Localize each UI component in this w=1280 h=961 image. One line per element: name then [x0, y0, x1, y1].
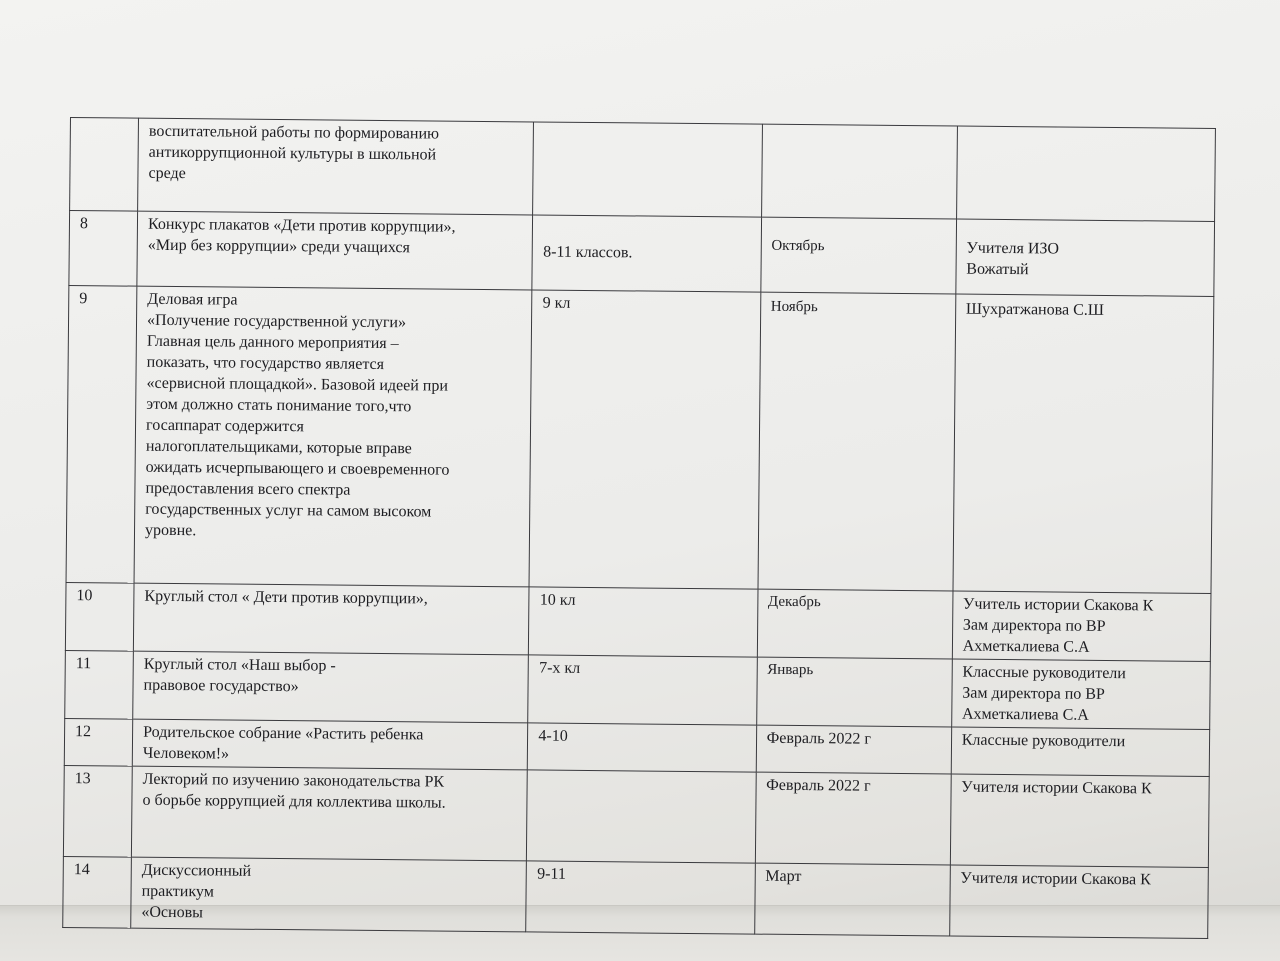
table-row [63, 856, 1209, 938]
event-cell: Дискуссионный практикум «Основы [131, 857, 527, 932]
row-number-cell: 14 [63, 856, 132, 928]
month-cell: Февраль 2022 г [756, 725, 952, 774]
responsible-cell: Классные руководители Зам директора по ВР Ахметкалиева С.А [951, 659, 1210, 729]
responsible-cell: Учитель истории Скакова К Зам директора по ВР Ахметкалиева С.А [952, 591, 1211, 661]
events-table [62, 117, 1216, 939]
month-cell: Январь [756, 657, 952, 727]
event-cell: Круглый стол « Дети против коррупции», [133, 583, 529, 655]
responsible-cell: Учителя истории Скакова К [950, 774, 1209, 867]
event-cell: Родительское собрание «Растить ребенка Человеком!» [132, 719, 528, 770]
row-number-cell: 8 [69, 211, 138, 287]
table-row [69, 211, 1215, 297]
classes-cell [533, 122, 762, 217]
responsible-cell: Шухратжанова С.Ш [953, 294, 1214, 593]
month-cell [761, 124, 957, 219]
classes-cell: 9-11 [526, 861, 755, 934]
month-cell: Октябрь [760, 217, 956, 294]
month-cell: Февраль 2022 г [755, 772, 951, 865]
month-cell: Ноябрь [758, 292, 956, 591]
event-cell: Лекторий по изучению законодательства РК о борьбе коррупцией для коллектива школы. [131, 766, 527, 861]
row-number-cell: 10 [65, 582, 134, 651]
responsible-cell: Учителя ИЗО Вожатый [956, 219, 1215, 296]
table-row [66, 285, 1214, 593]
classes-cell [527, 770, 756, 863]
month-cell: Декабрь [757, 589, 953, 659]
responsible-cell [956, 126, 1215, 221]
classes-cell: 9 кл [529, 290, 760, 589]
responsible-cell: Учителя истории Скакова К [949, 865, 1208, 938]
month-cell: Март [754, 863, 950, 936]
table-row [65, 650, 1211, 729]
table-row [63, 765, 1209, 867]
row-number-cell: 9 [66, 285, 137, 583]
row-number-cell: 11 [65, 650, 134, 719]
event-cell: воспитательной работы по формированию антикоррупционной культуры в школьной среде [138, 118, 534, 215]
responsible-cell: Классные руководители [951, 727, 1210, 776]
table-row [70, 118, 1216, 222]
table-row [65, 582, 1211, 661]
classes-cell: 4-10 [528, 723, 757, 772]
classes-cell: 10 кл [529, 587, 758, 657]
classes-cell: 7-х кл [528, 655, 757, 725]
event-cell: Деловая игра «Получение государственной услуги» Главная цель данного мероприятия – показать, что государство является «сервисной площадкой». Базовой идеей при этом должно стать понимание того,что госаппарат содержится налогоплательщиками, которые вправе ожидать исчерпывающего и своевременного предоставления всего спектра государственных услуг на самом высоком уровне. [134, 286, 532, 587]
row-number-cell: 12 [64, 718, 132, 766]
event-cell: Конкурс плакатов «Дети против коррупции», «Мир без коррупции» среди учащихся [137, 211, 533, 290]
event-cell: Круглый стол «Наш выбор - правовое государство» [133, 651, 529, 723]
row-number-cell: 13 [63, 765, 132, 857]
row-number-cell [70, 118, 139, 212]
classes-cell: 8-11 классов. [532, 215, 761, 292]
